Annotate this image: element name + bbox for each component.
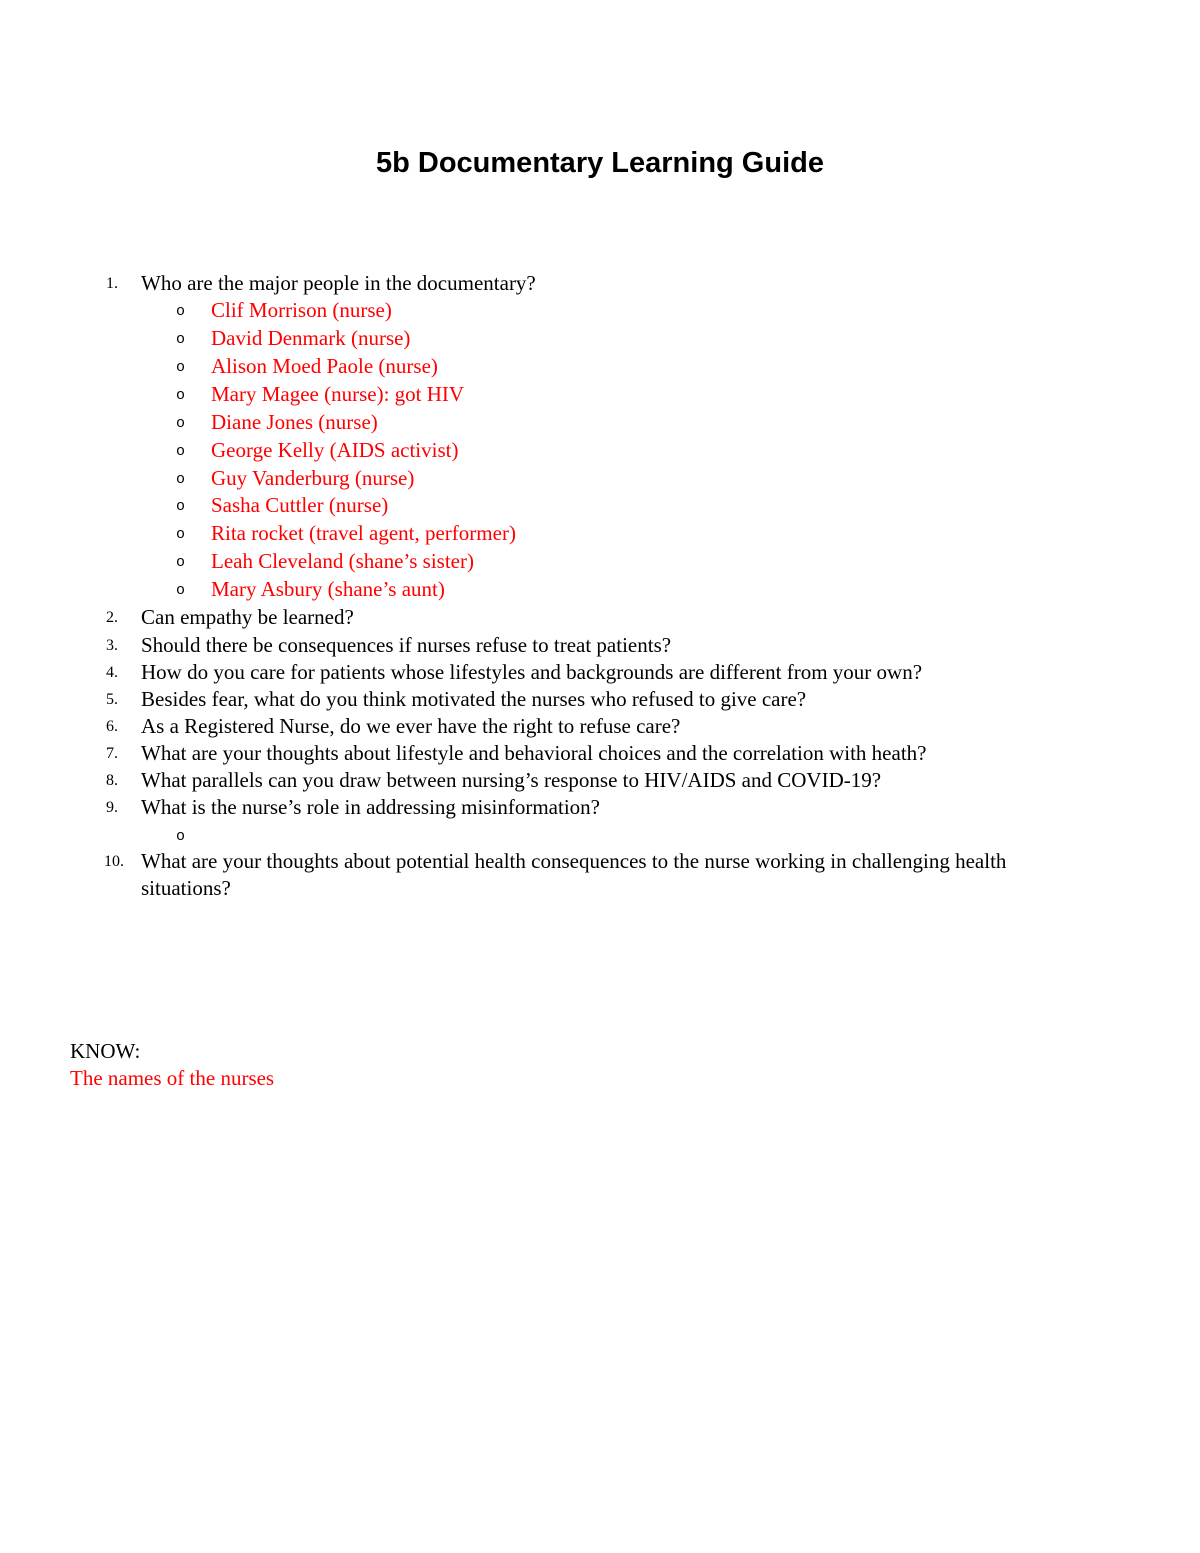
question-text: How do you care for patients whose lifestyles and backgrounds are different from your own? — [141, 660, 923, 684]
answer-text: David Denmark (nurse) — [211, 326, 411, 350]
bullet-marker: o — [176, 387, 186, 404]
bullet-marker: o — [176, 526, 186, 543]
bullet-marker: o — [176, 582, 186, 599]
bullet-marker: o — [176, 415, 186, 432]
question-text: What is the nurse’s role in addressing misinformation? — [141, 795, 600, 819]
list-number: 6. — [106, 718, 118, 735]
bullet-marker: o — [176, 554, 186, 571]
bullet-marker: o — [176, 498, 186, 515]
question-text: As a Registered Nurse, do we ever have the right to refuse care? — [141, 714, 681, 738]
answer-text: Alison Moed Paole (nurse) — [211, 354, 438, 378]
bullet-marker: o — [176, 471, 186, 488]
list-number: 10. — [104, 853, 124, 870]
list-number: 9. — [106, 799, 118, 816]
answer-text: Mary Magee (nurse): got HIV — [211, 382, 465, 406]
answer-text: Diane Jones (nurse) — [211, 410, 378, 434]
bullet-marker: o — [176, 443, 186, 460]
answer-text: Rita rocket (travel agent, performer) — [211, 521, 516, 545]
answer-text: Sasha Cuttler (nurse) — [211, 493, 389, 517]
question-text: Besides fear, what do you think motivated the nurses who refused to give care? — [141, 687, 807, 711]
bullet-marker: o — [176, 303, 186, 320]
question-text: Should there be consequences if nurses refuse to treat patients? — [141, 633, 672, 657]
bullet-marker: o — [176, 359, 186, 376]
answer-text: George Kelly (AIDS activist) — [211, 438, 459, 462]
list-number: 5. — [106, 691, 118, 708]
list-number: 4. — [106, 664, 118, 681]
bullet-marker: o — [176, 828, 186, 845]
question-text: What parallels can you draw between nursing’s response to HIV/AIDS and COVID-19? — [141, 768, 882, 792]
question-text: Can empathy be learned? — [141, 605, 354, 629]
question-text: What are your thoughts about lifestyle and behavioral choices and the correlation with heath? — [141, 741, 927, 765]
question-text-continued: situations? — [141, 876, 231, 900]
answer-text: Guy Vanderburg (nurse) — [211, 466, 415, 490]
list-number: 1. — [106, 275, 118, 292]
list-number: 2. — [106, 609, 118, 626]
bullet-marker: o — [176, 331, 186, 348]
answer-text: Clif Morrison (nurse) — [211, 298, 392, 322]
answer-text: Mary Asbury (shane’s aunt) — [211, 577, 445, 601]
answer-text: Leah Cleveland (shane’s sister) — [211, 549, 474, 573]
know-label: KNOW: — [70, 1039, 141, 1063]
question-text: What are your thoughts about potential health consequences to the nurse working in challenging health — [141, 849, 1007, 873]
list-number: 7. — [106, 745, 118, 762]
question-text: Who are the major people in the documentary? — [141, 271, 536, 295]
list-number: 8. — [106, 772, 118, 789]
know-answer: The names of the nurses — [70, 1066, 275, 1090]
list-number: 3. — [106, 637, 118, 654]
document-title: 5b Documentary Learning Guide — [376, 147, 824, 179]
